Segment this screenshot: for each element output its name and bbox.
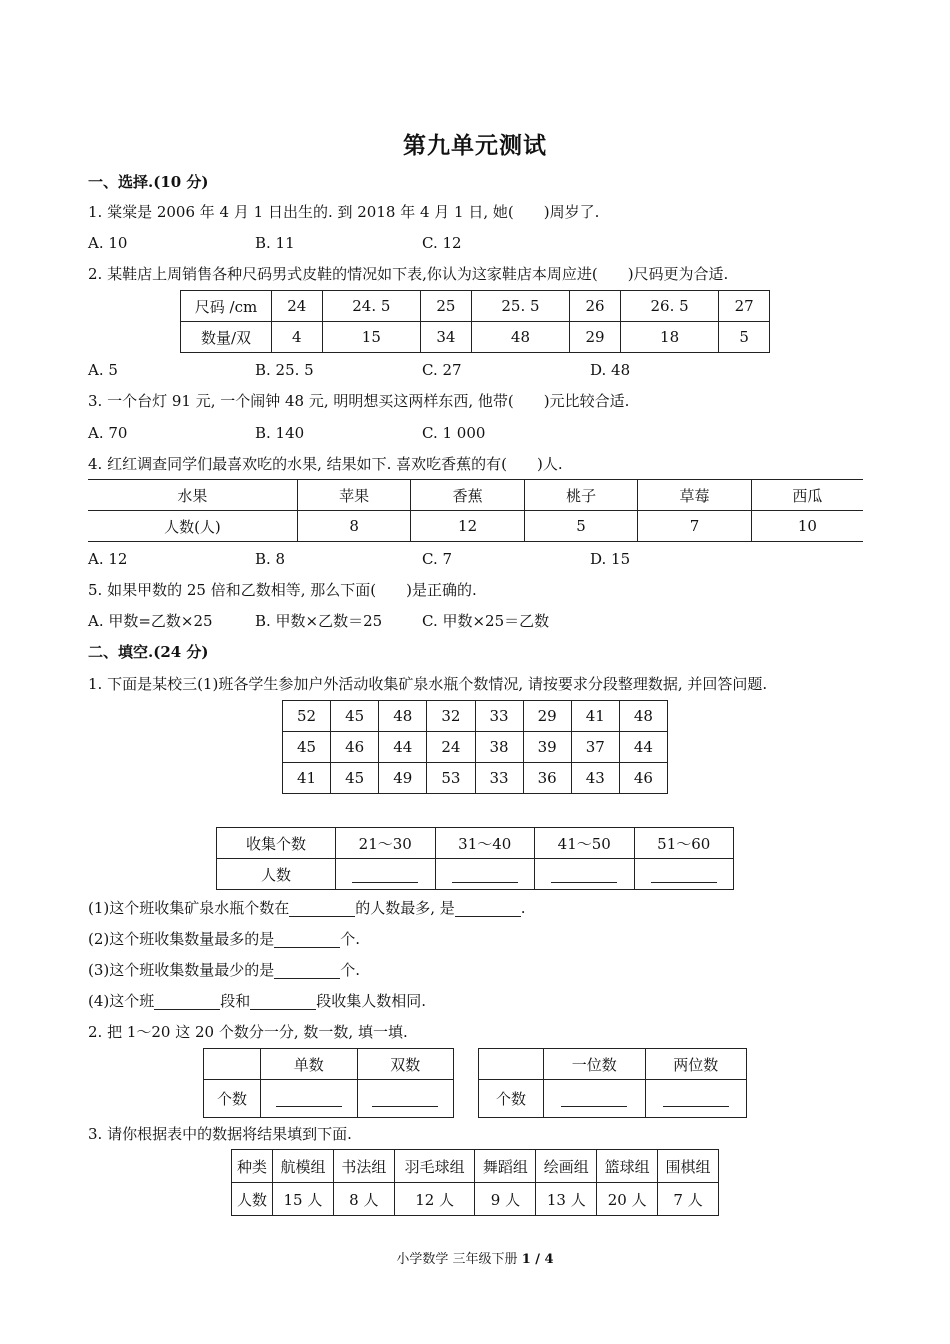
answer-blank[interactable]: [455, 902, 521, 917]
table-cell: 人数(人): [88, 511, 297, 542]
table-cell: 一位数: [544, 1049, 646, 1080]
q3-option-a: A. 70: [88, 424, 128, 442]
table-cell: 25. 5: [471, 291, 570, 322]
bottle-data-table: [282, 700, 668, 794]
answer-blank[interactable]: [274, 964, 340, 979]
question-5: 5. 如果甲数的 25 倍和乙数相等, 那么下面( )是正确的.: [88, 581, 477, 599]
table-cell: 48: [471, 322, 570, 353]
table-cell: 34: [421, 322, 472, 353]
answer-blank[interactable]: [645, 1080, 747, 1118]
q2-option-c: C. 27: [422, 361, 462, 379]
table-cell: 44: [619, 732, 667, 763]
table-cell: 33: [475, 763, 523, 794]
table-cell: 西瓜: [751, 480, 863, 511]
table-cell: 53: [427, 763, 475, 794]
page-title: 第九单元测试: [403, 132, 547, 159]
table-cell: 29: [570, 322, 621, 353]
table-cell: 12: [411, 511, 524, 542]
table-cell: 舞蹈组: [475, 1150, 536, 1183]
table-cell: 15 人: [273, 1183, 334, 1216]
question-2: 2. 某鞋店上周销售各种尺码男式皮鞋的情况如下表,你认为这家鞋店本周应进( )尺码更为合适.: [88, 265, 729, 283]
table-cell: 5: [524, 511, 637, 542]
table-cell: 39: [523, 732, 571, 763]
table-cell: 52: [283, 701, 331, 732]
fill-1-sub-1: [88, 898, 526, 918]
answer-blank[interactable]: [435, 859, 535, 890]
table-cell: 8: [297, 511, 410, 542]
q1-option-c: C. 12: [422, 234, 462, 252]
table-cell: 26. 5: [620, 291, 719, 322]
answer-blank[interactable]: [154, 995, 220, 1010]
table-cell: 人数: [217, 859, 336, 890]
table-cell: 15: [322, 322, 421, 353]
table-cell: 41～50: [535, 828, 635, 859]
table-cell: 书法组: [333, 1150, 394, 1183]
table-cell: 29: [523, 701, 571, 732]
table-cell: 种类: [232, 1150, 273, 1183]
table-cell: 单数: [261, 1049, 358, 1080]
text: .: [520, 899, 526, 917]
q4-option-a: A. 12: [88, 550, 128, 568]
table-cell: 草莓: [638, 480, 751, 511]
table-cell: 8 人: [333, 1183, 394, 1216]
grouping-table: [216, 827, 734, 890]
q4-option-d: D. 15: [590, 550, 631, 568]
table-cell: 20 人: [597, 1183, 658, 1216]
table-cell: 32: [427, 701, 475, 732]
table-cell: 48: [619, 701, 667, 732]
table-cell: 33: [475, 701, 523, 732]
answer-blank[interactable]: [535, 859, 635, 890]
text: 段收集人数相同.: [316, 992, 427, 1010]
table-cell: 41: [571, 701, 619, 732]
table-cell: 苹果: [297, 480, 410, 511]
table-cell: 两位数: [645, 1049, 747, 1080]
footer-book-title: 小学数学 三年级下册: [396, 1252, 522, 1267]
table-cell: 49: [379, 763, 427, 794]
answer-blank[interactable]: [357, 1080, 454, 1118]
text: 的人数最多, 是: [355, 899, 455, 917]
footer-page-number: 1 / 4: [521, 1252, 554, 1267]
table-cell: 41: [283, 763, 331, 794]
section-heading-fill: 二、填空.(24 分): [88, 643, 209, 661]
text: (1)这个班收集矿泉水瓶个数在: [88, 899, 290, 917]
table-cell: 43: [571, 763, 619, 794]
q1-option-b: B. 11: [255, 234, 295, 252]
table-cell: 收集个数: [217, 828, 336, 859]
fill-1-sub-4: [88, 991, 426, 1011]
table-cell: 45: [283, 732, 331, 763]
fruit-table: [88, 479, 863, 542]
q3-option-b: B. 140: [255, 424, 305, 442]
question-3: 3. 一个台灯 91 元, 一个闹钟 48 元, 明明想买这两样东西, 他带( )元比较合适.: [88, 392, 630, 410]
table-cell: 18: [620, 322, 719, 353]
answer-blank[interactable]: [250, 995, 316, 1010]
table-cell: 绘画组: [536, 1150, 597, 1183]
fill-1-sub-3: [88, 960, 360, 980]
text: 段和: [220, 992, 251, 1010]
table-cell: 45: [331, 763, 379, 794]
page-footer: [0, 1248, 950, 1267]
q4-option-c: C. 7: [422, 550, 453, 568]
table-cell: 24. 5: [322, 291, 421, 322]
table-cell: 24: [272, 291, 323, 322]
table-cell: 围棋组: [658, 1150, 719, 1183]
table-cell: 9 人: [475, 1183, 536, 1216]
table-cell: 个数: [479, 1080, 544, 1118]
table-cell: 37: [571, 732, 619, 763]
question-1: 1. 棠棠是 2006 年 4 月 1 日出生的. 到 2018 年 4 月 1 日, 她( )周岁了.: [88, 203, 600, 221]
table-cell: 27: [719, 291, 770, 322]
table-cell: 21～30: [336, 828, 436, 859]
fill-question-2: 2. 把 1～20 这 20 个数分一分, 数一数, 填一填.: [88, 1023, 408, 1041]
text: 个.: [340, 961, 361, 979]
table-cell: 26: [570, 291, 621, 322]
table-cell: 人数: [232, 1183, 273, 1216]
odd-even-table: [203, 1048, 454, 1118]
table-cell: 10: [751, 511, 863, 542]
table-cell: 46: [331, 732, 379, 763]
table-cell: 水果: [88, 480, 297, 511]
table-cell: 51～60: [634, 828, 734, 859]
q2-option-b: B. 25. 5: [255, 361, 314, 379]
table-cell: 46: [619, 763, 667, 794]
table-cell: 双数: [357, 1049, 454, 1080]
table-cell: 12 人: [394, 1183, 475, 1216]
answer-blank[interactable]: [274, 933, 340, 948]
table-cell: 个数: [204, 1080, 261, 1118]
table-cell: 45: [331, 701, 379, 732]
table-cell: [204, 1049, 261, 1080]
question-4: 4. 红红调查同学们最喜欢吃的水果, 结果如下. 喜欢吃香蕉的有( )人.: [88, 455, 563, 473]
fill-question-1: 1. 下面是某校三(1)班各学生参加户外活动收集矿泉水瓶个数情况, 请按要求分段整理数据, 并回答问题.: [88, 675, 768, 693]
text: (4)这个班: [88, 992, 155, 1010]
table-cell: 4: [272, 322, 323, 353]
q1-option-a: A. 10: [88, 234, 128, 252]
table-cell: 数量/双: [181, 322, 272, 353]
shoe-size-table: [180, 290, 770, 353]
answer-blank[interactable]: [261, 1080, 358, 1118]
club-members-table: [231, 1149, 719, 1216]
table-cell: 尺码 /cm: [181, 291, 272, 322]
table-cell: 38: [475, 732, 523, 763]
table-cell: 48: [379, 701, 427, 732]
table-cell: 航模组: [273, 1150, 334, 1183]
section-heading-choice: 一、选择.(10 分): [88, 173, 209, 191]
answer-blank[interactable]: [634, 859, 734, 890]
q3-option-c: C. 1 000: [422, 424, 486, 442]
q5-option-c: C. 甲数×25＝乙数: [422, 612, 550, 630]
table-cell: 25: [421, 291, 472, 322]
answer-blank[interactable]: [289, 902, 355, 917]
fill-question-3: 3. 请你根据表中的数据将结果填到下面.: [88, 1125, 352, 1143]
text: (2)这个班收集数量最多的是: [88, 930, 275, 948]
q5-option-a: A. 甲数=乙数×25: [88, 612, 213, 630]
table-cell: 桃子: [524, 480, 637, 511]
q5-option-b: B. 甲数×乙数＝25: [255, 612, 383, 630]
q4-option-b: B. 8: [255, 550, 286, 568]
table-cell: 7 人: [658, 1183, 719, 1216]
table-cell: 羽毛球组: [394, 1150, 475, 1183]
text: (3)这个班收集数量最少的是: [88, 961, 275, 979]
table-cell: 24: [427, 732, 475, 763]
q2-option-d: D. 48: [590, 361, 631, 379]
answer-blank[interactable]: [336, 859, 436, 890]
table-cell: 篮球组: [597, 1150, 658, 1183]
table-cell: 31～40: [435, 828, 535, 859]
table-cell: 36: [523, 763, 571, 794]
table-cell: [479, 1049, 544, 1080]
q2-option-a: A. 5: [88, 361, 118, 379]
table-cell: 5: [719, 322, 770, 353]
fill-1-sub-2: [88, 929, 360, 949]
table-cell: 7: [638, 511, 751, 542]
digit-count-table: [478, 1048, 747, 1118]
table-cell: 香蕉: [411, 480, 524, 511]
table-cell: 44: [379, 732, 427, 763]
answer-blank[interactable]: [544, 1080, 646, 1118]
text: 个.: [340, 930, 361, 948]
table-cell: 13 人: [536, 1183, 597, 1216]
